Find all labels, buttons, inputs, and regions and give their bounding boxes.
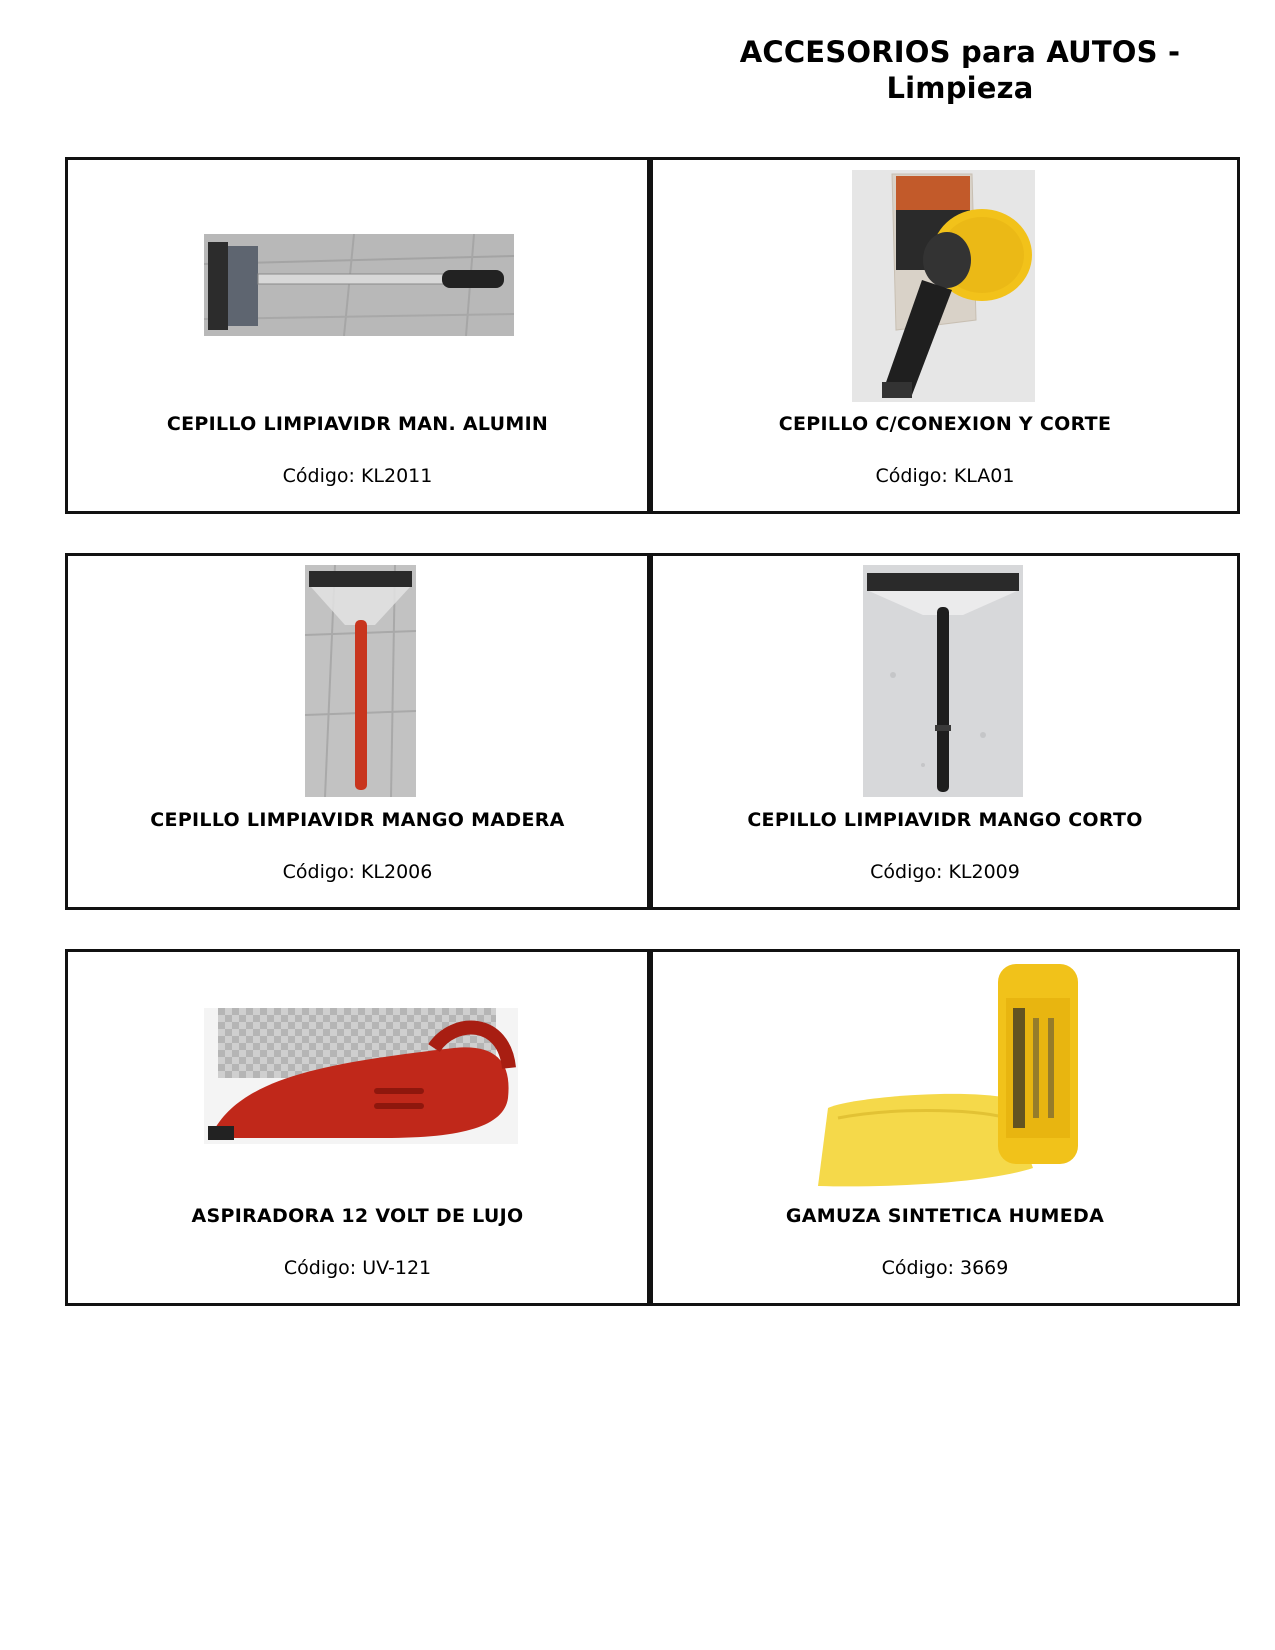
product-name: CEPILLO C/CONEXION Y CORTE <box>778 413 1112 435</box>
product-name: ASPIRADORA 12 VOLT DE LUJO <box>191 1205 524 1227</box>
product-code <box>653 1257 1237 1279</box>
page-title <box>700 34 1220 106</box>
product-card <box>650 949 1240 1306</box>
product-code-label: Código: <box>870 861 943 883</box>
product-code-label: Código: <box>282 465 355 487</box>
product-code-value: KL2006 <box>360 861 433 883</box>
short-handle-squeegee-photo <box>863 565 1023 797</box>
page-title-line-2: Limpieza <box>886 71 1034 105</box>
product-card <box>65 157 650 514</box>
product-card <box>65 553 650 910</box>
product-code-value: UV-121 <box>362 1257 432 1279</box>
product-code-value: KLA01 <box>953 465 1015 487</box>
product-code-label: Código: <box>283 1257 357 1279</box>
product-name: CEPILLO LIMPIAVIDR MANGO MADERA <box>150 809 565 831</box>
product-card <box>650 157 1240 514</box>
product-code-label: Código: <box>881 1257 954 1279</box>
car-vacuum-photo <box>204 1008 518 1144</box>
product-code-value: 3669 <box>959 1257 1009 1279</box>
page-title-line-1: ACCESORIOS para AUTOS - <box>739 35 1181 69</box>
product-code <box>68 465 647 487</box>
aluminum-squeegee-photo <box>204 234 514 336</box>
product-code <box>68 1257 647 1279</box>
synthetic-chamois-photo <box>808 958 1096 1194</box>
product-name: GAMUZA SINTETICA HUMEDA <box>785 1205 1105 1227</box>
product-name: CEPILLO LIMPIAVIDR MAN. ALUMIN <box>166 413 549 435</box>
product-code-value: KL2009 <box>948 861 1020 883</box>
product-code <box>653 861 1237 883</box>
product-card <box>65 949 650 1306</box>
product-code-value: KL2011 <box>360 465 433 487</box>
product-code <box>68 861 647 883</box>
product-code-label: Código: <box>282 861 355 883</box>
product-code-label: Código: <box>875 465 948 487</box>
product-code <box>653 465 1237 487</box>
wood-handle-squeegee-photo <box>305 565 416 797</box>
product-name: CEPILLO LIMPIAVIDR MANGO CORTO <box>747 809 1143 831</box>
hose-brush-photo <box>852 170 1035 402</box>
product-card <box>650 553 1240 910</box>
